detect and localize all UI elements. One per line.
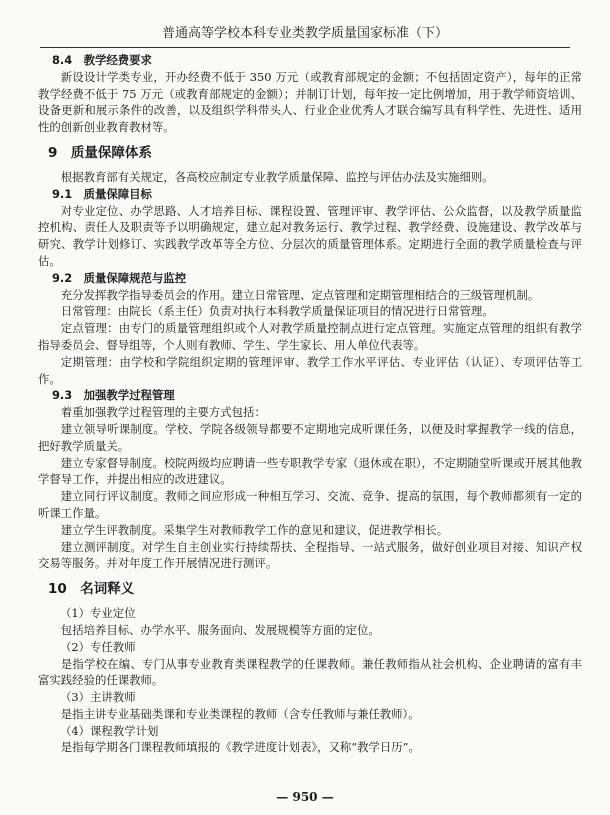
section-9-2-heading: 9.2 质量保障规范与监控: [52, 270, 187, 285]
term-definition: 是指学校在编、专门从事专业教育类课程教学的任课教师。兼任教师指从社会机构、企业聘请的富有丰富实践经验的任课教师。: [38, 656, 582, 688]
term-definition: 是指主讲专业基础类课和专业类课程的教师（含专任教师与兼任教师）。: [60, 706, 420, 721]
paragraph: 建立同行评议制度。教师之间应形成一种相互学习、交流、竞争、提高的氛围，每个教师都须有一定的听课工作量。: [38, 489, 582, 520]
paragraph: 对专业定位、办学思路、人才培养目标、课程设置、管理评审、教学评估、公众监督，以及教学质量监控机构、责任人及职责等予以明确规定，建立起对教务运行、教学过程、教学经费、设施建设、教学改革与研究、教学计划修订、实践教学改革等全方位、分层次的质量管理体系。定期进行全面的教学质量检查与评估。: [38, 203, 582, 268]
section-8-4-heading: 8.4 教学经费要求: [52, 53, 152, 67]
paragraph: 充分发挥教学指导委员会的作用。建立日常管理、定点管理和定期管理相结合的三级管理机制。: [60, 287, 540, 302]
paragraph: 建立学生评教制度。采集学生对教师教学工作的意见和建议，促进教学相长。: [60, 522, 449, 537]
paragraph: 建立领导听课制度。学校、学院各级领导都要不定期地完成听课任务，以便及时掌握教学一线的信息，把好教学质量关。: [38, 421, 582, 453]
paragraph: 建立测评制度。对学生自主创业实行持续帮扶、全程指导、一站式服务，做好创业项目对接、知识产权交易等服务。并对年度工作开展情况进行测评。: [38, 539, 582, 571]
term-title: （2）专任教师: [60, 639, 136, 654]
page-content: [38, 52, 582, 756]
paragraph: 日常管理：由院长（系主任）负责对执行本科教学质量保证项目的情况进行日常管理。: [60, 304, 494, 319]
term-title: （1）专业定位: [60, 606, 136, 621]
paragraph: 建立专家督导制度。校院两级均应聘请一些专职教学专家（退休或在职），不定期随堂听课或开展其他教学督导工作，并提出相应的改进建议。: [38, 455, 582, 487]
section-9-1-heading: 9.1 质量保障目标: [52, 186, 152, 201]
running-header: 普通高等学校本科专业类教学质量国家标准（下）: [40, 22, 570, 48]
paragraph: 定点管理：由专门的质量管理组织或个人对教学质量控制点进行定点管理。实施定点管理的组织有教学指导委员会、督导组等，个人则有教师、学生、学生家长、用人单位代表等。: [38, 321, 582, 352]
section-10-heading: 10 名词释义: [48, 581, 135, 598]
term-definition: 是指每学期各门课程教师填报的《教学进度计划表》，又称“教学日历”。: [60, 740, 420, 755]
term-title: （3）主讲教师: [60, 690, 136, 705]
paragraph: 着重加强教学过程管理的主要方式包括：: [60, 405, 266, 420]
section-9-heading: 9 质量保障体系: [48, 144, 152, 161]
page-number: — 950 —: [276, 790, 334, 804]
paragraph: 根据教育部有关规定，各高校应制定专业教学质量保障、监控与评估办法及实施细则。: [60, 169, 494, 184]
paragraph: 新设设计学类专业，开办经费不低于 350 万元（或教育部规定的金额；不包括固定资产），每年的正常教学经费不低于 75 万元（或教育部规定的金额）；并制订计划，每年按一定比例增加，用于教学师资培训、设备更新和展示条件的改善，以及组织学科带头人、行业企业优秀人才联合编写具有科学性、先进性、适用性的创新创业教育教材等。: [38, 69, 582, 135]
term-definition: 包括培养目标、办学水平、服务面向、发展规模等方面的定位。: [60, 622, 380, 637]
section-9-3-heading: 9.3 加强教学过程管理: [52, 388, 175, 403]
paragraph: 定期管理：由学校和学院组织定期的管理评审、教学工作水平评估、专业评估（认证）、专项评估等工作。: [38, 354, 582, 386]
term-title: （4）课程教学计划: [60, 723, 159, 738]
